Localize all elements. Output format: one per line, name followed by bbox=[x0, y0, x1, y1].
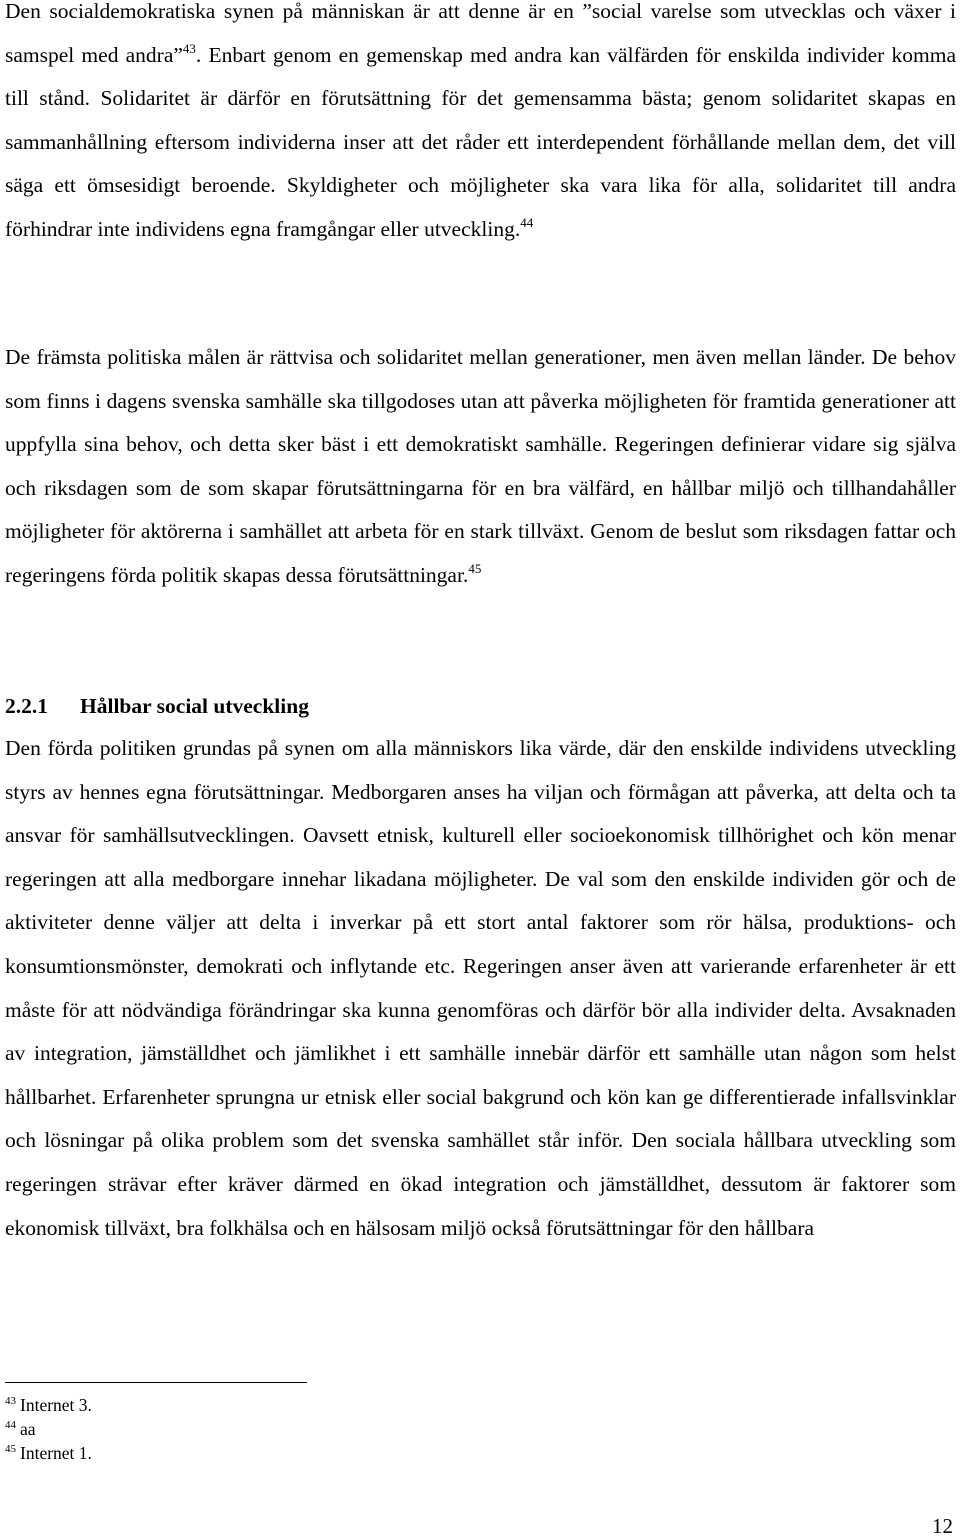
section-number: 2.2.1 bbox=[5, 694, 48, 718]
section-title: Hållbar social utveckling bbox=[80, 694, 309, 718]
footnote-reference: 44 bbox=[520, 214, 534, 230]
paragraph-social-development: Den förda politiken grundas på synen om alla människors lika värde, där den enskilde individens utveckling styrs av hennes egna förutsättningar. Medborgaren anses ha viljan och förmågan att påverka, att delta och ta ansvar för samhällsutvecklingen. Oavsett etnisk, kulturell eller socioekonomisk tillhörighet och kön menar regeringen att alla medborgare innehar likadana möjligheter. De val som den enskilde individen gör och de aktiviteter denne väljer att delta i inverkar på ett stort antal faktorer som rör hälsa, produktions- och konsumtionsmönster, demokrati och inflytande etc. Regeringen anser även att varierande erfarenheter är ett måste för att nödvändiga förändringar ska kunna genomföras och därför bör alla individer delta. Avsaknaden av integration, jämställdhet och jämlikhet i ett samhälle innebär därför ett samhälle utan någon som helst hållbarhet. Erfarenheter sprungna ur etnisk eller social bakgrund och kön kan ge differentierade infallsvinklar och lösningar på olika problem som det svenska samhället står inför. Den sociala hållbara utveckling som regeringen strävar efter kräver därmed en ökad integration och jämställdhet, dessutom är faktorer som ekonomisk tillväxt, bra folkhälsa och en hälsosam miljö också förutsättningar för den hållbara bbox=[5, 736, 956, 1240]
footnote-item bbox=[5, 1441, 92, 1465]
section-heading bbox=[5, 689, 309, 723]
paragraph-political-goals bbox=[5, 336, 956, 598]
footnote-item bbox=[5, 1417, 92, 1441]
footnote-separator bbox=[5, 1382, 307, 1383]
footnote-reference: 45 bbox=[468, 560, 482, 576]
page-number: 12 bbox=[932, 1514, 953, 1538]
footnote-number: 44 bbox=[5, 1419, 16, 1431]
footnote-number: 45 bbox=[5, 1443, 16, 1455]
footnote-text: aa bbox=[20, 1419, 36, 1439]
footnote-text: Internet 3. bbox=[20, 1395, 92, 1415]
footnote-text: Internet 1. bbox=[20, 1443, 92, 1463]
footnote-item bbox=[5, 1393, 92, 1417]
footnote-reference: 43 bbox=[182, 40, 196, 56]
paragraph-text: Den socialdemokratiska synen på människan är att denne är en ”social varelse som utvecklas och växer i samspel med andra” bbox=[5, 0, 956, 67]
footnote-number: 43 bbox=[5, 1395, 16, 1407]
paragraph-text: De främsta politiska målen är rättvisa och solidaritet mellan generationer, men även mellan länder. De behov som finns i dagens svenska samhälle ska tillgodoses utan att påverka möjligheten för framtida generationer att uppfylla sina behov, och detta sker bäst i ett demokratiskt samhälle. Regeringen definierar vidare sig själva och riksdagen som de som skapar förutsättningarna för en bra välfärd, en hållbar miljö och tillhandahåller möjligheter för aktörerna i samhället att arbeta för en stark tillväxt. Genom de beslut som riksdagen fattar och regeringens förda politik skapas dessa förutsättningar. bbox=[5, 345, 956, 587]
paragraph-solidarity bbox=[5, 0, 956, 252]
footnotes-list bbox=[5, 1393, 92, 1465]
paragraph-text: . Enbart genom en gemenskap med andra kan välfärden för enskilda individer komma till stånd. Solidaritet är därför en förutsättning för det gemensamma bästa; genom solidaritet skapas en sammanhållning eftersom individerna inser att det råder ett interdependent förhållande mellan dem, det vill säga ett ömsesidigt beroende. Skyldigheter och möjligheter ska vara lika för alla, solidaritet till andra förhindrar inte individens egna framgångar eller utveckling. bbox=[5, 42, 956, 241]
